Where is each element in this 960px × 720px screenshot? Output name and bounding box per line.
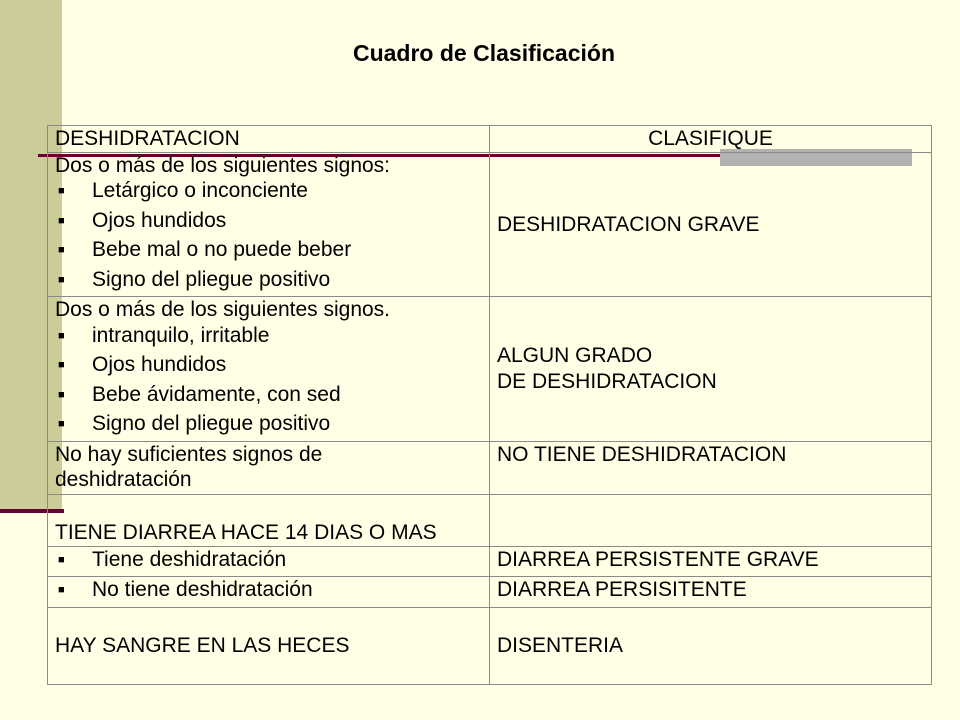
square-bullet-icon: ■ (58, 553, 65, 566)
classification-cell (490, 494, 932, 546)
list-item: ■ Bebe ávidamente, con sed (55, 382, 489, 412)
signs-cell (48, 546, 490, 577)
square-bullet-icon: ■ (58, 273, 65, 286)
classification-cell: DIARREA PERSISTENTE GRAVE (490, 546, 932, 577)
signs-cell: No hay suficientes signos de deshidratación (48, 441, 490, 494)
classification-cell: DIARREA PERSISITENTE (490, 577, 932, 608)
list-item: ■ Bebe mal o no puede beber (55, 237, 489, 267)
square-bullet-icon: ■ (58, 329, 65, 342)
list-item: ■ Ojos hundidos (55, 208, 489, 238)
table-row (48, 546, 932, 577)
header-cell-left: DESHIDRATACION (48, 126, 490, 153)
table-row (48, 297, 932, 442)
list-item: ■ Letárgico o inconciente (55, 178, 489, 208)
signs-cell: TIENE DIARREA HACE 14 DIAS O MAS (48, 494, 490, 546)
table-header-row (48, 126, 932, 153)
page-title: Cuadro de Clasificación (352, 40, 615, 66)
signs-cell (48, 152, 490, 297)
table-row (48, 152, 932, 297)
signs-cell: HAY SANGRE EN LAS HECES (48, 607, 490, 684)
square-bullet-icon: ■ (58, 584, 65, 596)
classification-table (47, 125, 932, 685)
signs-cell (48, 577, 490, 608)
list-item: ■ Tiene deshidratación (55, 547, 489, 577)
classification-cell: NO TIENE DESHIDRATACION (490, 441, 932, 494)
list-item: ■ Signo del pliegue positivo (55, 267, 489, 297)
classification-cell: DESHIDRATACION GRAVE (490, 152, 932, 297)
list-item: ■ No tiene deshidratación (55, 577, 489, 607)
table-row (48, 577, 932, 608)
table-row (48, 607, 932, 684)
list-item: ■ intranquilo, irritable (55, 323, 489, 353)
square-bullet-icon: ■ (58, 244, 65, 256)
square-bullet-icon: ■ (58, 185, 65, 197)
square-bullet-icon: ■ (58, 214, 65, 227)
square-bullet-icon: ■ (58, 359, 65, 371)
classification-cell: ALGUN GRADO DE DESHIDRATACION (490, 297, 932, 442)
signs-cell (48, 297, 490, 442)
signs-lead: Dos o más de los siguientes signos. (55, 298, 391, 321)
classification-cell: DISENTERIA (490, 607, 932, 684)
table-row (48, 441, 932, 494)
header-cell-right: CLASIFIQUE (490, 126, 932, 153)
list-item: ■ Ojos hundidos (55, 352, 489, 382)
signs-lead: Dos o más de los siguientes signos: (55, 153, 391, 177)
square-bullet-icon: ■ (58, 418, 65, 430)
list-item: ■ Signo del pliegue positivo (55, 411, 489, 441)
table-row (48, 494, 932, 546)
square-bullet-icon: ■ (58, 388, 65, 401)
